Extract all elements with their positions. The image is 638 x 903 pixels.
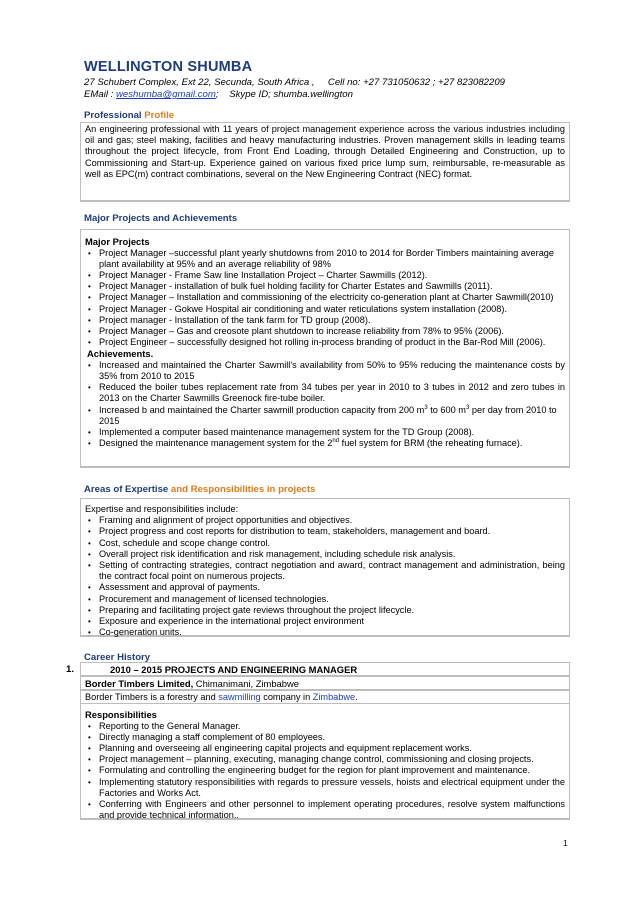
career-section-title: Career History <box>84 652 151 663</box>
list-item: • Project Manager - Gokwe Hospital air conditioning and water reticulations system installation (2008). <box>85 304 565 315</box>
link-zimbabwe[interactable]: Zimbabwe <box>312 692 356 702</box>
list-item: • Formulating and controlling the engineering budget for the region for plant improvement and maintenance. <box>85 765 565 776</box>
achievements-list <box>85 360 565 450</box>
cell-numbers: Cell no: +27 731050632 ; +27 823082209 <box>327 77 506 88</box>
list-item: • Overall project risk identification and risk management, including schedule risk analysis. <box>85 549 565 560</box>
ach5-text-b: fuel system for BRM (the reheating furnace). <box>339 438 523 449</box>
list-item: • Project Manager –successful plant yearly shutdowns from 2010 to 2014 for Border Timbers maintaining average plant availability at 95% and an average reliability of 98% <box>85 248 565 270</box>
profile-section-title <box>84 110 174 121</box>
desc-b: company in <box>260 692 313 702</box>
expertise-list <box>85 515 565 638</box>
email-separator: ; <box>215 89 219 100</box>
company-location: Chimanimani, Zimbabwe <box>193 678 299 689</box>
list-item: • Assessment and approval of payments. <box>85 582 565 593</box>
list-item: • Implemented a computer based maintenance management system for the TD Group (2008). <box>85 427 565 438</box>
list-item: • Planning and overseeing all engineering capital projects and equipment replacement works. <box>85 743 565 754</box>
list-item: • Project Manager – Installation and commissioning of the electricity co-generation plant at Charter Sawmill(2010) <box>85 292 565 303</box>
list-item: • Project Manager – Gas and creosote plant shutdown to increase reliability from 78% to 95% (2006). <box>85 326 565 337</box>
contact-line-1 <box>84 77 505 89</box>
address: 27 Schubert Complex, Ext 22, Secunda, South Africa , <box>84 77 315 88</box>
list-item: • Project Engineer – successfully designed hot rolling in-process branding of product in the Bar-Rod Mill (2006). <box>85 337 565 348</box>
major-projects-label: Major Projects <box>85 236 150 247</box>
ach3-sup-2: 3 <box>465 404 470 411</box>
list-item: • Exposure and experience in the international project environment <box>85 616 565 627</box>
responsibilities-list <box>85 721 565 822</box>
list-item: • Project management – planning, executing, managing change control, commissioning and closing projects. <box>85 754 565 765</box>
list-item: • Preparing and facilitating project gate reviews throughout the project lifecycle. <box>85 605 565 616</box>
ach5-text-a: Designed the maintenance management system for the 2 <box>99 438 333 449</box>
list-item: • Framing and alignment of project opportunities and objectives. <box>85 515 565 526</box>
desc-a: Border Timbers is a forestry and <box>85 692 219 702</box>
expertise-section-title <box>84 484 315 495</box>
list-item <box>85 405 565 427</box>
list-item: • Procurement and management of licensed technologies. <box>85 594 565 605</box>
list-item: • Implementing statutory responsibilities with regards to pressure vessels, hoists and electrical equipment under the Factories and Works Act. <box>85 777 565 799</box>
ach3-text-b: to 600 m <box>427 404 466 415</box>
list-item: • Project manager - Installation of the tank farm for TD group (2008). <box>85 315 565 326</box>
company-description-row <box>80 690 570 704</box>
achievements-label-dot: . <box>150 348 154 360</box>
list-item: • Conferring with Engineers and other personnel to implement operating procedures, resolve system malfunctions and provide technical information.. <box>85 799 565 821</box>
list-item: • Project progress and cost reports for distribution to team, stakeholders, management and board. <box>85 526 565 537</box>
skype-id: Skype ID; shumba.wellington <box>229 89 353 100</box>
career-entry-number: 1. <box>66 664 75 675</box>
list-item: • Project Manager - installation of bulk fuel holding facility for Charter Estates and Sawmills (2011). <box>85 281 565 292</box>
major-projects-list <box>85 248 565 349</box>
list-item <box>85 438 565 449</box>
achievements-label <box>87 348 565 360</box>
list-item: • Co-generation units. <box>85 627 565 638</box>
contact-line-2 <box>84 89 353 101</box>
responsibilities-label: Responsibilities <box>85 709 157 720</box>
list-item: • Cost, schedule and scope change control. <box>85 538 565 549</box>
link-sawmilling[interactable]: sawmilling <box>218 692 261 702</box>
email-link[interactable]: weshumba@gmail.com <box>116 89 216 100</box>
profile-box <box>80 122 570 202</box>
list-item: • Setting of contracting strategies, contract negotiation and award, contract management and administration, being the contract focal point on numerous projects. <box>85 560 565 582</box>
list-item: • Project Manager - Frame Saw line Installation Project – Charter Sawmills (2012). <box>85 270 565 281</box>
desc-c: . <box>355 692 358 702</box>
list-item: • Reporting to the General Manager. <box>85 721 565 732</box>
projects-section-title: Major Projects and Achievements <box>84 213 238 224</box>
email-label: EMail : <box>84 89 114 100</box>
responsibilities-box <box>80 703 570 820</box>
ach3-sup-1: 3 <box>424 404 428 411</box>
page-number: 1 <box>563 838 568 848</box>
expertise-intro: Expertise and responsibilities include: <box>85 504 239 514</box>
ach3-text-c: per day from 2010 to 2015 <box>99 404 557 426</box>
expertise-box <box>80 498 570 637</box>
profile-title-b: Profile <box>144 110 175 121</box>
company-description <box>81 691 569 703</box>
list-item: • Reduced the boiler tubes replacement rate from 34 tubes per year in 2010 to 3 tubes in 2012 and zero tubes in 2013 on the Charter Sawmills Greenock fire-tube boiler. <box>85 382 565 404</box>
list-item: • Directly managing a staff complement of 80 employees. <box>85 732 565 743</box>
expertise-title-b: and Responsibilities in projects <box>170 484 316 495</box>
achievements-label-text: Achievements <box>87 348 151 360</box>
career-position-row: 2010 – 2015 PROJECTS AND ENGINEERING MANAGER <box>80 662 570 676</box>
expertise-title-a: Areas of Expertise <box>84 484 169 495</box>
career-company-row <box>80 676 570 690</box>
candidate-name: WELLINGTON SHUMBA <box>84 59 253 75</box>
profile-text: An engineering professional with 11 years of project management experience across the various industries including oil and gas; steel making, facilities and heavy manufacturing industries. Proven management skills in leading teams throughout the project lifecycle, from Front End Loading, through Detailed Engineering and Construction, up to Commissioning and Start-up. Experience gained on various fixed price lump sum, reimbursable, re-measurable as well as EPC(m) contract combinations, several on the New Engineering Contract (NEC) format. <box>85 124 565 179</box>
ach3-text-a: Increased b and maintained the Charter sawmill production capacity from 200 m <box>99 404 425 415</box>
company-name: Border Timbers Limited, <box>85 678 194 689</box>
projects-box <box>80 229 570 468</box>
profile-title-a: Professional <box>84 110 142 121</box>
ach5-sup: nd <box>332 438 340 445</box>
list-item: • Increased and maintained the Charter Sawmill's availability from 50% to 95% reducing the maintenance costs by 35% from 2010 to 2015 <box>85 360 565 382</box>
